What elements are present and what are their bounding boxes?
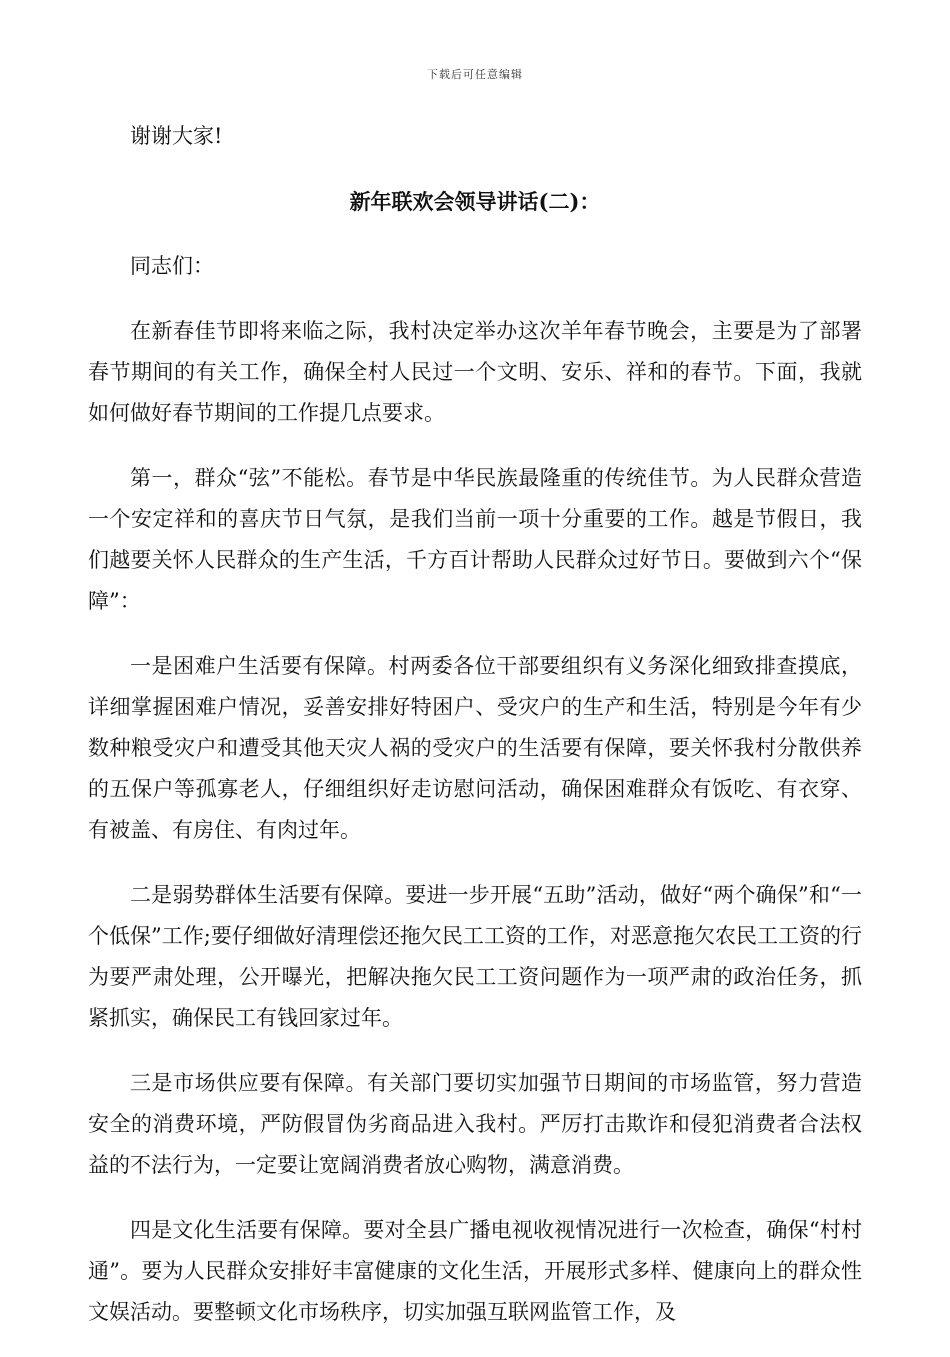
paragraph-intro: 在新春佳节即将来临之际，我村决定举办这次羊年春节晚会，主要是为了部署春节期间的有关工作，确保全村人民过一个文明、安乐、祥和的春节。下面，我就如何做好春节期间的工作提几点要求。 [88,319,862,425]
paragraph-guarantee-1: 一是困难户生活要有保障。村两委各位干部要组织有义务深化细致排查摸底，详细掌握困难户情况，妥善安排好特困户、受灾户的生产和生活，特别是今年有少数种粮受灾户和遭受其他天灾人祸的受灾户的生活要有保障，要关怀我村分散供养的五保户等孤寡老人，仔细组织好走访慰问活动，确保困难群众有饭吃、有衣穿、有被盖、有房住、有肉过年。 [88,654,862,842]
closing-line: 谢谢大家! [130,124,223,148]
paragraph-first-point: 第一，群众“弦”不能松。春节是中华民族最隆重的传统佳节。为人民群众营造一个安定祥和的喜庆节日气氛，是我们当前一项十分重要的工作。越是节假日，我们越要关怀人民群众的生产生活，千方百计帮助人民群众过好节日。要做到六个“保障”： [88,466,862,613]
paragraph-guarantee-4: 四是文化生活要有保障。要对全县广播电视收视情况进行一次检查，确保“村村通”。要为人民群众安排好丰富健康的文化生活，开展形式多样、健康向上的群众性文娱活动。要整顿文化市场秩序，切实加强互联网监管工作，及 [88,1218,862,1324]
document-body [88,116,862,1357]
salutation: 同志们： [130,254,214,278]
section-title: 新年联欢会领导讲话(二)： [349,189,601,214]
paragraph-guarantee-3: 三是市场供应要有保障。有关部门要切实加强节日期间的市场监管，努力营造安全的消费环境，严防假冒伪劣商品进入我村。严厉打击欺诈和侵犯消费者合法权益的不法行为，一定要让宽阔消费者放心购物，满意消费。 [88,1071,862,1177]
page-header-note: 下载后可任意编辑 [427,68,523,81]
paragraph-guarantee-2: 二是弱势群体生活要有保障。要进一步开展“五助”活动，做好“两个确保”和“一个低保”工作;要仔细做好清理偿还拖欠民工工资的工作，对恶意拖欠农民工工资的行为要严肃处理，公开曝光，把解决拖欠民工工资问题作为一项严肃的政治任务，抓紧抓实，确保民工有钱回家过年。 [88,883,862,1030]
